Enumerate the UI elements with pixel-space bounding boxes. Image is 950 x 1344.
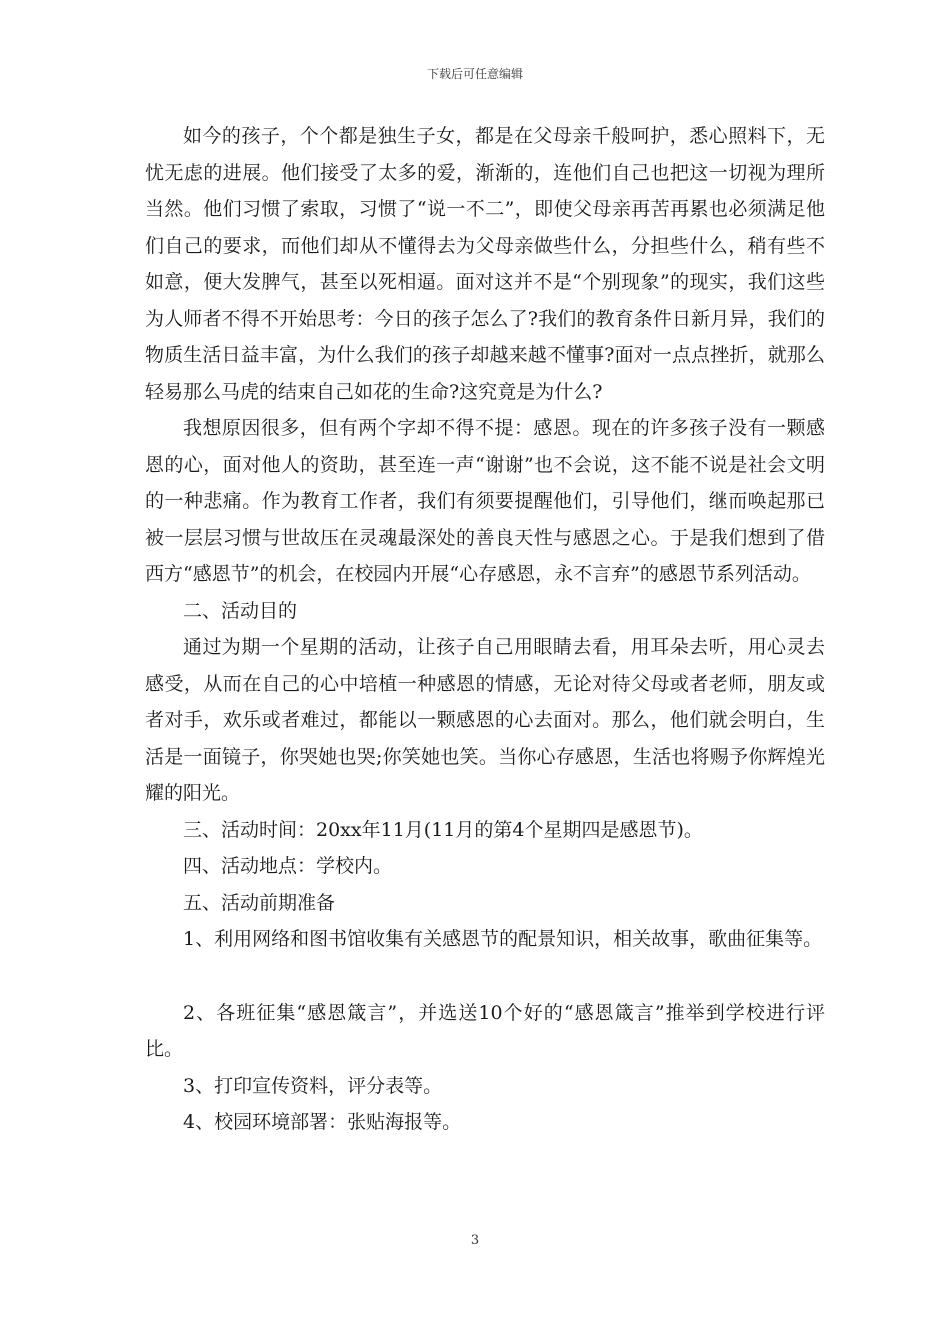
document-body <box>145 118 825 1141</box>
line-activity-location: 四、活动地点：学校内。 <box>183 855 393 877</box>
paragraph-intro: 如今的孩子，个个都是独生子女，都是在父母亲千般呵护，悉心照料下，无忧无虑的进展。他们接受了太多的爱，渐渐的，连他们自己也把这一切视为理所当然。他们习惯了索取，习惯了“说一不二”，即使父母亲再苦再累也必须满足他们自己的要求，而他们却从不懂得去为父母亲做些什么，分担些什么，稍有些不如意，便大发脾气，甚至以死相逼。面对这并不是“个别现象”的现实，我们这些为人师者不得不开始思考：今日的孩子怎么了?我们的教育条件日新月异，我们的物质生活日益丰富，为什么我们的孩子却越来越不懂事?面对一点点挫折，就那么轻易那么马虎的结束自己如花的生命?这究竟是为什么? <box>145 125 825 403</box>
heading-preparation: 五、活动前期准备 <box>183 891 336 914</box>
paragraph-gratitude: 我想原因很多，但有两个字却不得不提：感恩。现在的许多孩子没有一颗感恩的心，面对他人的资助，甚至连一声“谢谢”也不会说，这不能不说是社会文明的一种悲痛。作为教育工作者，我们有须要提醒他们，引导他们，继而唤起那已被一层层习惯与世故压在灵魂最深处的善良天性与感恩之心。于是我们想到了借西方“感恩节”的机会，在校园内开展“心存感恩，永不言弃”的感恩节系列活动。 <box>145 417 825 585</box>
page-number: 3 <box>470 1233 480 1248</box>
line-activity-time: 三、活动时间：20xx年11月(11月的第4个星期四是感恩节)。 <box>183 818 703 841</box>
list-item-4: 4、校园环境部署：张贴海报等。 <box>183 1111 462 1133</box>
list-item-2: 2、各班征集“感恩箴言”，并选送10个好的“感恩箴言”推举到学校进行评比。 <box>145 1001 825 1060</box>
list-item-3: 3、打印宣传资料，评分表等。 <box>183 1074 443 1097</box>
page-header: 下载后可任意编辑 <box>426 67 523 81</box>
list-item-1: 1、利用网络和图书馆收集有关感恩节的配景知识，相关故事，歌曲征集等。 <box>183 928 823 950</box>
blank-line <box>145 958 825 995</box>
heading-activity-purpose: 二、活动目的 <box>183 599 298 622</box>
paragraph-purpose: 通过为期一个星期的活动，让孩子自己用眼睛去看，用耳朵去听，用心灵去感受，从而在自己的心中培植一种感恩的情感，无论对待父母或者老师，朋友或者对手，欢乐或者难过，都能以一颗感恩的心去面对。那么，他们就会明白，生活是一面镜子，你哭她也哭;你笑她也笑。当你心存感恩，生活也将赐予你辉煌光耀的阳光。 <box>145 636 825 804</box>
